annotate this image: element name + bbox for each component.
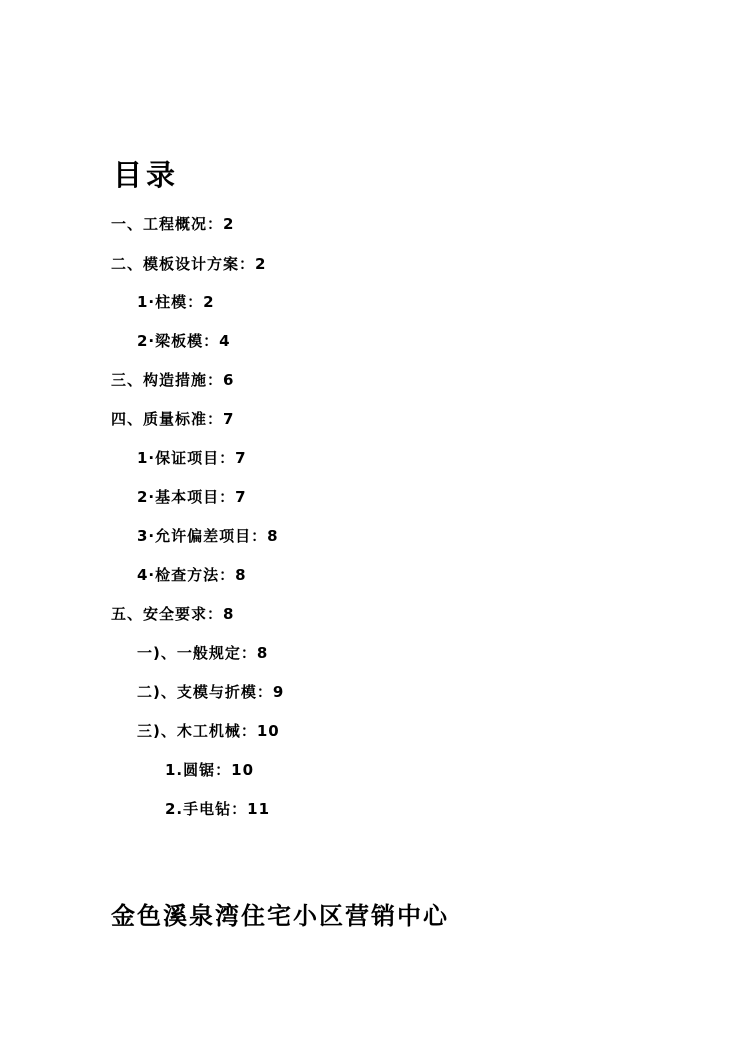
- toc-entry-4-3: 3·允许偏差项目：8: [137, 527, 279, 545]
- toc-entry-3: 三、构造措施：6: [111, 371, 235, 389]
- toc-entry-2: 二、模板设计方案：2: [111, 255, 267, 273]
- toc-entry-4-1: 1·保证项目：7: [137, 449, 247, 467]
- footer-project-title: 金色溪泉湾住宅小区营销中心: [111, 902, 449, 930]
- toc-entry-5: 五、安全要求：8: [111, 605, 235, 623]
- toc-entry-2-1: 1·柱模：2: [137, 293, 215, 311]
- toc-entry-5-3: 三)、木工机械：10: [137, 722, 280, 740]
- toc-entry-5-3-2: 2.手电钻：11: [165, 800, 271, 818]
- toc-title: 目录: [113, 158, 180, 192]
- toc-entry-5-2: 二)、支模与折模：9: [137, 683, 285, 701]
- toc-entry-5-3-1: 1.圆锯：10: [165, 761, 255, 779]
- toc-entry-4-4: 4·检查方法：8: [137, 566, 247, 584]
- toc-entry-2-2: 2·梁板模：4: [137, 332, 231, 350]
- toc-entry-5-1: 一)、一般规定：8: [137, 644, 269, 662]
- toc-entry-4: 四、质量标准：7: [111, 410, 235, 428]
- toc-entry-1: 一、工程概况：2: [111, 215, 235, 233]
- toc-entry-4-2: 2·基本项目：7: [137, 488, 247, 506]
